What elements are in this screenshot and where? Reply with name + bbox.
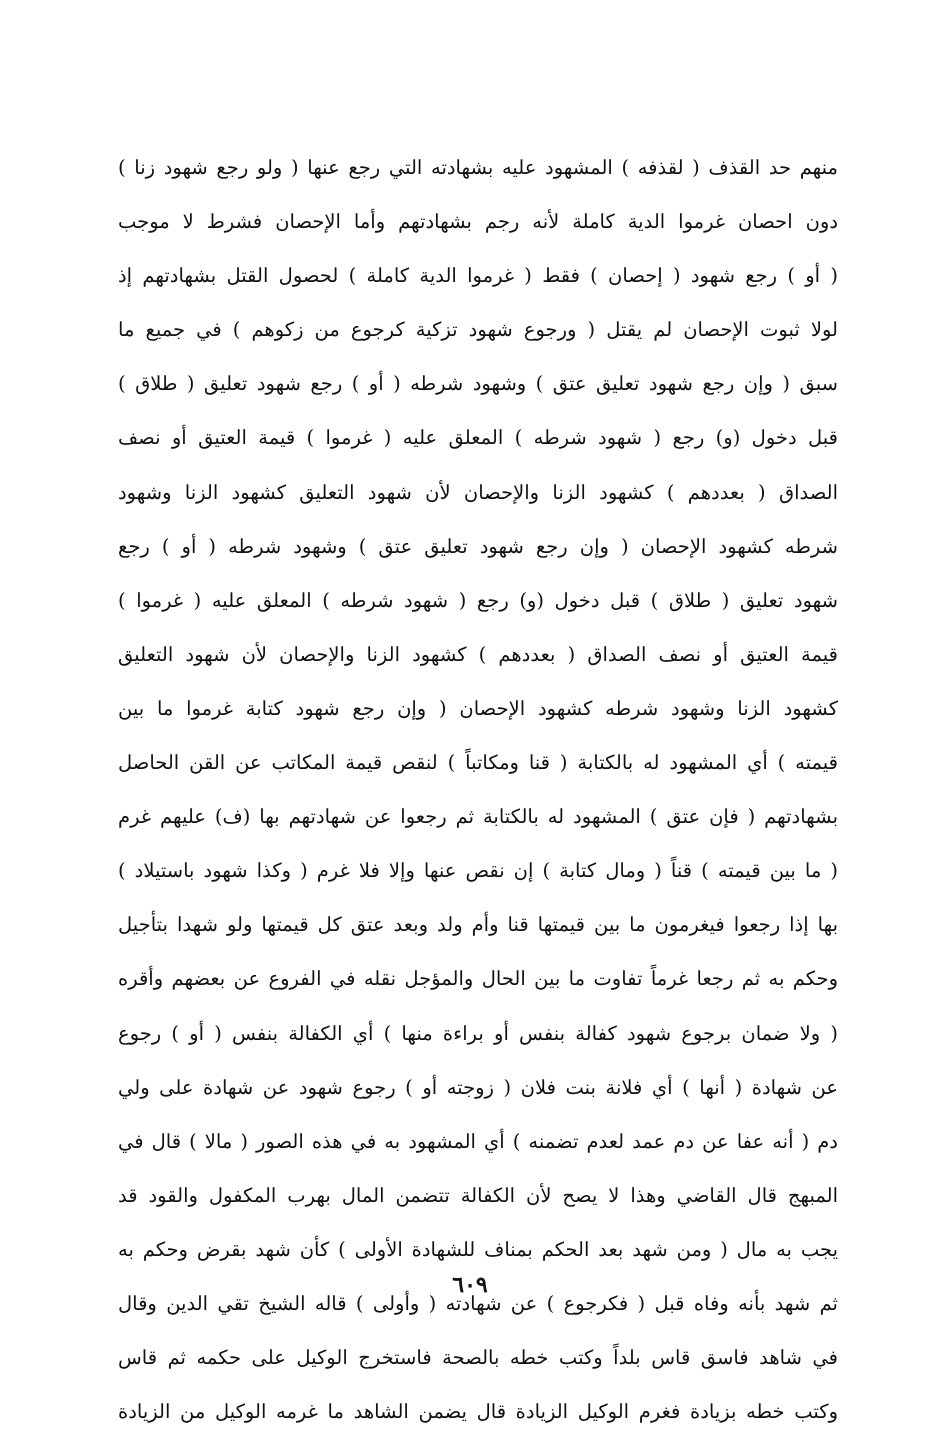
text-line: شهود تعليق ( طلاق ) قبل دخول (و) رجع ( شهود شرطه ) المعلق عليه ( غرموا ) — [118, 588, 838, 612]
text-line: ثم شهد بأنه وفاه قبل ( فكرجوع ) عن شهادته ( وأولى ) قاله الشيخ تقي الدين وقال — [118, 1291, 838, 1315]
text-line: شرطه كشهود الإحصان ( وإن رجع شهود تعليق عتق ) وشهود شرطه ( أو ) رجع — [118, 534, 838, 558]
text-line: قبل دخول (و) رجع ( شهود شرطه ) المعلق عليه ( غرموا ) قيمة العتيق أو نصف — [118, 426, 838, 450]
text-line: في شاهد فاسق قاس بلداً وكتب خطه بالصحة فاستخرج الوكيل على حكمه ثم قاس — [118, 1346, 838, 1370]
text-line: دم ( أنه عفا عن دم عمد لعدم تضمنه ) أي المشهود به في هذه الصور ( مالا ) قال في — [118, 1129, 838, 1153]
text-line: منهم حد القذف ( لقذفه ) المشهود عليه بشهادته التي رجع عنها ( ولو رجع شهود زنا ) — [118, 156, 838, 179]
text-line: سبق ( وإن رجع شهود تعليق عتق ) وشهود شرطه ( أو ) رجع شهود تعليق ( طلاق ) — [118, 372, 838, 396]
text-line: الصداق ( بعددهم ) كشهود الزنا والإحصان لأن شهود التعليق كشهود الزنا وشهود — [118, 480, 838, 504]
page-number: ٦٠٩ — [452, 1272, 488, 1298]
text-line: لولا ثبوت الإحصان لم يقتل ( ورجوع شهود تزكية كرجوع من زكوهم ) في جميع ما — [118, 318, 838, 342]
text-line: قيمة العتيق أو نصف الصداق ( بعددهم ) كشهود الزنا والإحصان لأن شهود التعليق — [118, 642, 838, 666]
text-line: وحكم به ثم رجعا غرماً تفاوت ما بين الحال والمؤجل نقله في الفروع عن بعضهم وأقره — [118, 967, 838, 991]
text-line: ( ولا ضمان برجوع شهود كفالة بنفس أو براءة منها ) أي الكفالة بنفس ( أو ) رجوع — [118, 1021, 838, 1045]
text-line: يجب به مال ( ومن شهد بعد الحكم بمناف للشهادة الأولى ) كأن شهد بقرض وحكم به — [118, 1237, 838, 1261]
text-line: عن شهادة ( أنها ) أي فلانة بنت فلان ( زوجته أو ) رجوع شهود عن شهادة على ولي — [118, 1075, 838, 1099]
text-line: بها إذا رجعوا فيغرمون ما بين قيمتها قنا وأم ولد وبعد عتق كل قيمتها ولو شهدا بتأجيل — [118, 913, 838, 937]
text-line: ( ما بين قيمته ) قناً ( ومال كتابة ) إن نقص عنها وإلا فلا غرم ( وكذا شهود باستيلاد ) — [118, 859, 838, 883]
text-line: ( أو ) رجع شهود ( إحصان ) فقط ( غرموا الدية كاملة ) لحصول القتل بشهادتهم إذ — [118, 264, 838, 288]
text-line: قيمته ) أي المشهود له بالكتابة ( قنا ومكاتباً ) لنقص قيمة المكاتب عن القن الحاصل — [118, 751, 838, 775]
text-line: بشهادتهم ( فإن عتق ) المشهود له بالكتابة ثم رجعوا عن شهادتهم بها (ف) عليهم غرم — [118, 805, 838, 829]
text-line: المبهج قال القاضي وهذا لا يصح لأن الكفالة تتضمن المال بهرب المكفول والقود قد — [118, 1183, 838, 1207]
text-line: وكتب خطه بزيادة فغرم الوكيل الزيادة قال يضمن الشاهد ما غرمه الوكيل من الزيادة — [118, 1400, 838, 1424]
text-line: دون احصان غرموا الدية كاملة لأنه رجم بشهادتهم وأما الإحصان فشرط لا موجب — [118, 210, 838, 234]
text-line: كشهود الزنا وشهود شرطه كشهود الإحصان ( وإن رجع شهود كتابة غرموا ما بين — [118, 696, 838, 720]
body-text — [118, 141, 838, 1439]
